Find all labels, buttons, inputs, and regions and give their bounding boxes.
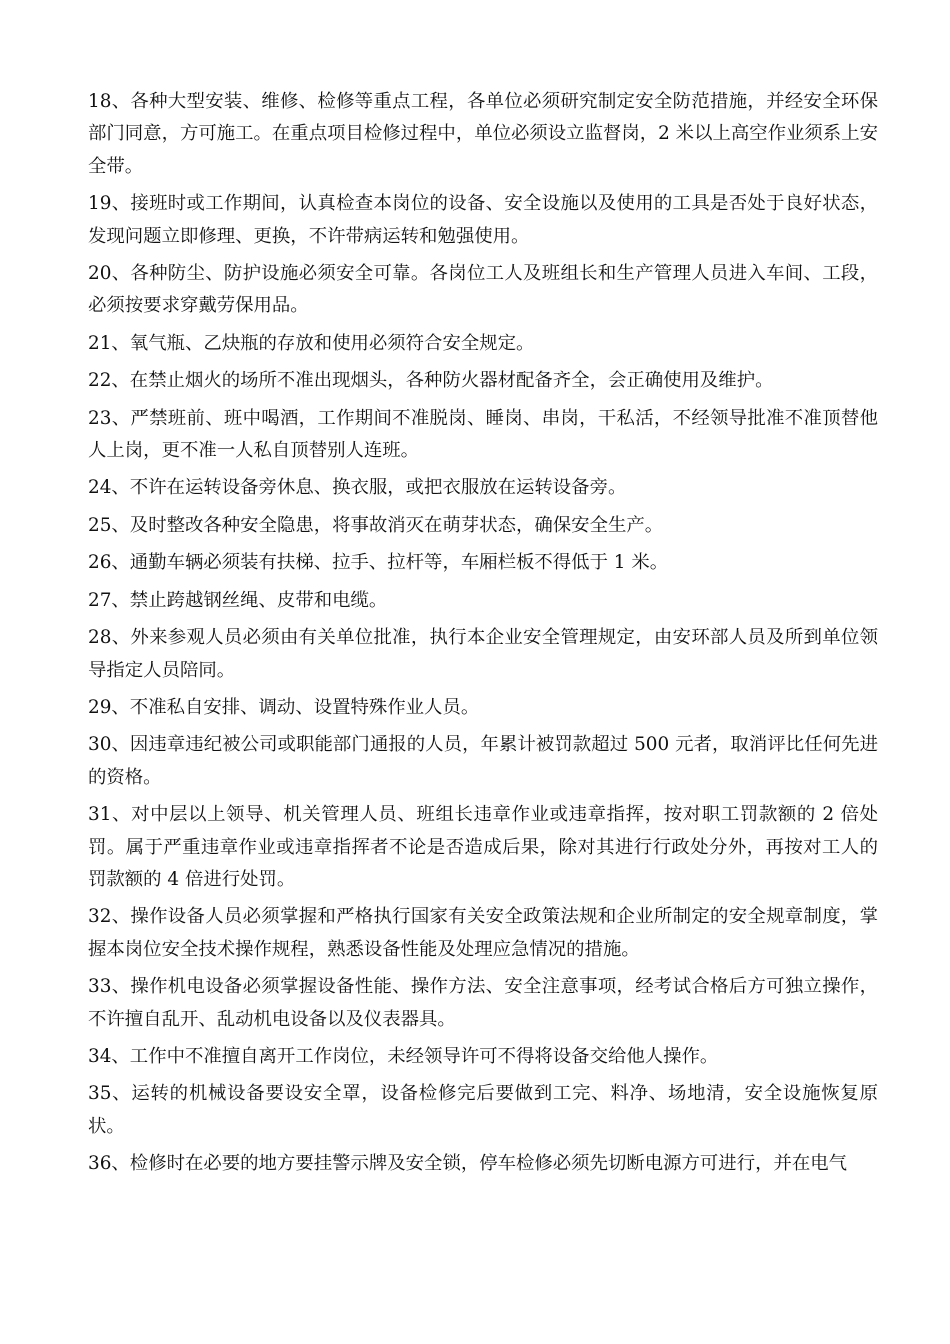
rule-26 [88,547,878,579]
rule-text: 不准私自安排、调动、设置特殊作业人员。 [129,696,480,718]
rule-number: 28、 [88,627,131,649]
rule-36 [88,1148,878,1180]
rule-text: 检修时在必要的地方要挂警示牌及安全锁，停车检修必须先切断电源方可进行，并在电气 [129,1153,848,1175]
rule-text: 在禁止烟火的场所不准出现烟头，各种防火器材配备齐全，会正确使用及维护。 [129,370,774,392]
rule-18 [88,86,878,183]
rule-21 [88,328,878,360]
rule-25 [88,510,878,542]
rule-number: 18、 [88,91,131,112]
rule-32 [88,901,878,966]
rule-text: 运转的机械设备要设安全罩，设备检修完后要做到工完、料净、场地清，安全设施恢复原状。 [88,1083,878,1137]
rule-text: 各种防尘、防护设施必须安全可靠。各岗位工人及班组长和生产管理人员进入车间、工段，必须按要求穿戴劳保用品。 [88,263,878,317]
rule-text: 因违章违纪被公司或职能部门通报的人员，年累计被罚款超过 500 元者，取消评比任何先进的资格。 [88,734,878,788]
rule-number: 19、 [88,193,131,215]
rule-number: 36、 [88,1153,130,1175]
rule-number: 32、 [88,906,131,928]
rule-text: 通勤车辆必须装有扶梯、拉手、拉杆等，车厢栏板不得低于 1 米。 [129,552,669,574]
rule-text: 工作中不准擅自离开工作岗位，未经领导许可不得将设备交给他人操作。 [129,1045,719,1067]
rule-text: 接班时或工作期间，认真检查本岗位的设备、安全设施以及使用的工具是否处于良好状态，发现问题立即修理、更换，不许带病运转和勉强使用。 [88,193,878,247]
rule-text: 氧气瓶、乙炔瓶的存放和使用必须符合安全规定。 [129,332,535,354]
rule-text: 外来参观人员必须由有关单位批准，执行本企业安全管理规定，由安环部人员及所到单位领导指定人员陪同。 [88,627,878,681]
rule-23 [88,403,878,468]
rule-number: 31、 [88,804,132,826]
rule-29 [88,692,878,724]
rule-text: 及时整改各种安全隐患，将事故消灭在萌芽状态，确保安全生产。 [129,514,664,536]
rule-31 [88,799,878,896]
rule-text: 各种大型安装、维修、检修等重点工程，各单位必须研究制定安全防范措施，并经安全环保部门同意，方可施工。在重点项目检修过程中，单位必须设立监督岗，2 米以上高空作业须系上安全带。 [88,91,878,177]
rule-number: 33、 [88,976,131,998]
rule-number: 29、 [88,696,130,718]
rule-33 [88,971,878,1036]
document-body [88,86,878,1186]
rule-text: 操作设备人员必须掌握和严格执行国家有关安全政策法规和企业所制定的安全规章制度，掌握本岗位安全技术操作规程，熟悉设备性能及处理应急情况的措施。 [88,906,878,960]
rule-number: 22、 [88,370,130,392]
rule-20 [88,258,878,323]
rule-number: 30、 [88,734,130,756]
rule-30 [88,729,878,794]
rule-number: 21、 [88,332,130,354]
rule-27 [88,585,878,617]
rule-number: 25、 [88,514,130,536]
rule-number: 27、 [88,589,130,611]
rule-text: 操作机电设备必须掌握设备性能、操作方法、安全注意事项，经考试合格后方可独立操作，不许擅自乱开、乱动机电设备以及仪表器具。 [88,976,878,1030]
rule-text: 严禁班前、班中喝酒，工作期间不准脱岗、睡岗、串岗，干私活，不经领导批准不准顶替他人上岗，更不准一人私自顶替别人连班。 [88,407,878,462]
rule-24 [88,472,878,504]
rule-number: 24、 [88,477,130,499]
rule-text: 不许在运转设备旁休息、换衣服，或把衣服放在运转设备旁。 [129,477,627,499]
rule-34 [88,1041,878,1073]
rule-number: 26、 [88,552,130,574]
rule-number: 23、 [88,407,131,429]
rule-number: 20、 [88,263,131,285]
rule-22 [88,365,878,397]
rule-text: 禁止跨越钢丝绳、皮带和电缆。 [129,589,388,611]
rule-19 [88,188,878,253]
rule-number: 34、 [88,1045,130,1067]
rule-28 [88,622,878,687]
rule-number: 35、 [88,1083,132,1105]
rule-35 [88,1078,878,1143]
rule-text: 对中层以上领导、机关管理人员、班组长违章作业或违章指挥，按对职工罚款额的 2 倍处罚。属于严重违章作业或违章指挥者不论是否造成后果，除对其进行行政处分外，再按对工人的罚款额的 4 倍进行处罚。 [88,804,878,890]
